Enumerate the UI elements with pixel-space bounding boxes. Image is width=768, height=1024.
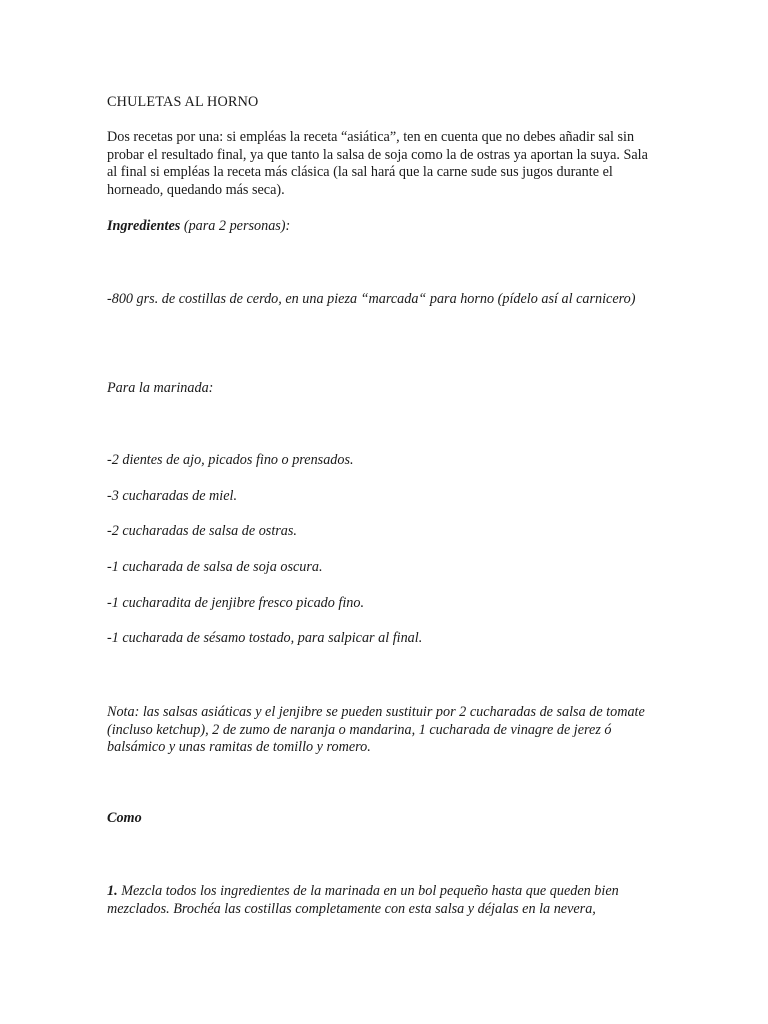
marinade-heading: Para la marinada:: [107, 380, 214, 396]
marinade-item-sesame: -1 cucharada de sésamo tostado, para salpicar al final.: [107, 630, 423, 647]
step-text: Mezcla todos los ingredientes de la marinada en un bol pequeño hasta que queden bien mezclados. Brochéa las costillas completamente con esta salsa y déjalas en la nevera,: [107, 883, 619, 917]
marinade-item-soy-sauce: -1 cucharada de salsa de soja oscura.: [107, 559, 323, 576]
ingredients-heading: [107, 218, 652, 236]
marinade-item-garlic: -2 dientes de ajo, picados fino o prensados.: [107, 452, 354, 468]
marinade-item-oyster-sauce: -2 cucharadas de salsa de ostras.: [107, 523, 297, 540]
method-step-1: [107, 883, 652, 918]
method-heading: Como: [107, 810, 142, 826]
recipe-intro-paragraph: Dos recetas por una: si empléas la receta “asiática”, ten en cuenta que no debes añadir sal sin probar el resultado final, ya que tanto la salsa de soja como la de ostras ya aportan la suya. Sala al final si empléas la receta más clásica (la sal hará que la carne sude sus jugos durante el horneado, quedando más seca).: [107, 129, 648, 198]
recipe-title: CHULETAS AL HORNO: [107, 94, 259, 110]
ingredients-servings: (para 2 personas):: [180, 218, 291, 234]
marinade-item-ginger: -1 cucharadita de jenjibre fresco picado fino.: [107, 594, 365, 611]
marinade-item-honey: -3 cucharadas de miel.: [107, 487, 238, 504]
main-ingredient: -800 grs. de costillas de cerdo, en una pieza “marcada“ para horno (pídelo así al carnicero): [107, 291, 636, 307]
ingredients-label: Ingredientes: [107, 218, 181, 234]
marinade-ingredient-list: [107, 452, 652, 666]
step-number: 1.: [107, 883, 118, 899]
substitution-note: Nota: las salsas asiáticas y el jenjibre se pueden sustituir por 2 cucharadas de salsa de tomate (incluso ketchup), 2 de zumo de naranja o mandarina, 1 cucharada de vinagre de jerez ó balsámico y unas ramitas de tomillo y romero.: [107, 704, 645, 755]
